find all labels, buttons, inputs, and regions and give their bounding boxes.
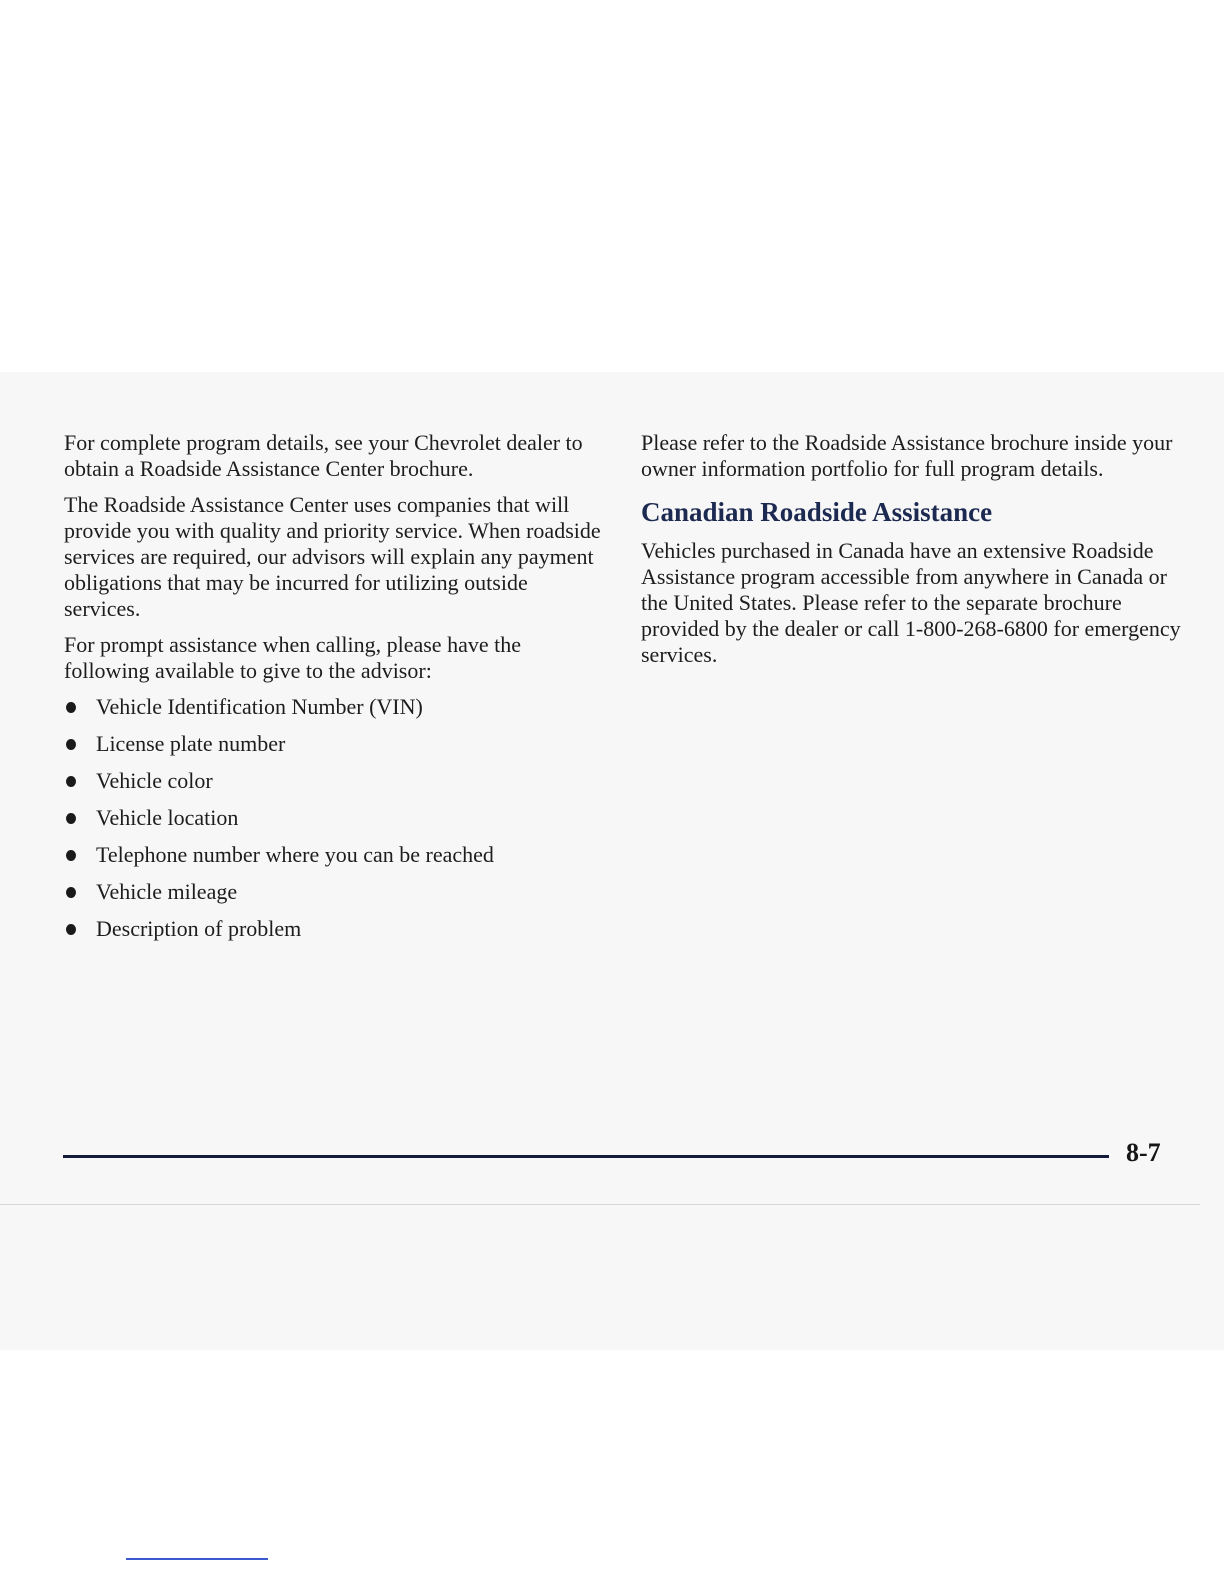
bullet-icon [66, 924, 76, 935]
right-column [641, 430, 1181, 678]
list-item [64, 842, 604, 879]
left-column [64, 430, 604, 953]
bullet-icon [66, 776, 76, 787]
list-item [64, 916, 604, 953]
list-item [64, 805, 604, 842]
list-item-label: Telephone number where you can be reached [96, 842, 494, 867]
bottom-underline-mark [126, 1558, 268, 1560]
footer-rule [63, 1155, 1109, 1158]
list-item [64, 768, 604, 805]
bullet-icon [66, 739, 76, 750]
bullet-icon [66, 850, 76, 861]
section-heading-canadian-roadside: Canadian Roadside Assistance [641, 497, 993, 527]
bullet-icon [66, 813, 76, 824]
bullet-icon [66, 702, 76, 713]
list-item [64, 879, 604, 916]
list-item-label: Vehicle location [96, 805, 239, 830]
paragraph-program-details: For complete program details, see your Chevrolet dealer to obtain a Roadside Assistance Center brochure. [64, 430, 583, 481]
list-item-label: Vehicle mileage [96, 879, 238, 904]
paragraph-assistance-center: The Roadside Assistance Center uses companies that will provide you with quality and priority service. When roadside services are required, our advisors will explain any payment obligations that may be incurred for utilizing outside services. [64, 492, 601, 621]
list-item-label: Description of problem [96, 916, 302, 941]
paragraph-brochure-reference: Please refer to the Roadside Assistance brochure inside your owner information portfolio for full program details. [641, 430, 1173, 481]
paragraph-canadian-program: Vehicles purchased in Canada have an extensive Roadside Assistance program accessible from anywhere in Canada or the United States. Please refer to the separate brochure provided by the dealer or call 1-800-268-6800 for emergency services. [641, 538, 1181, 667]
paragraph-prompt-assistance: For prompt assistance when calling, please have the following available to give to the advisor: [64, 632, 521, 683]
list-item-label: Vehicle Identification Number (VIN) [96, 694, 423, 719]
list-item [64, 694, 604, 731]
list-item-label: License plate number [96, 731, 286, 756]
bullet-icon [66, 887, 76, 898]
scan-edge-line [0, 1204, 1200, 1205]
list-item [64, 731, 604, 768]
advisor-info-list [64, 694, 604, 953]
list-item-label: Vehicle color [96, 768, 213, 793]
page-number: 8-7 [1126, 1138, 1161, 1167]
